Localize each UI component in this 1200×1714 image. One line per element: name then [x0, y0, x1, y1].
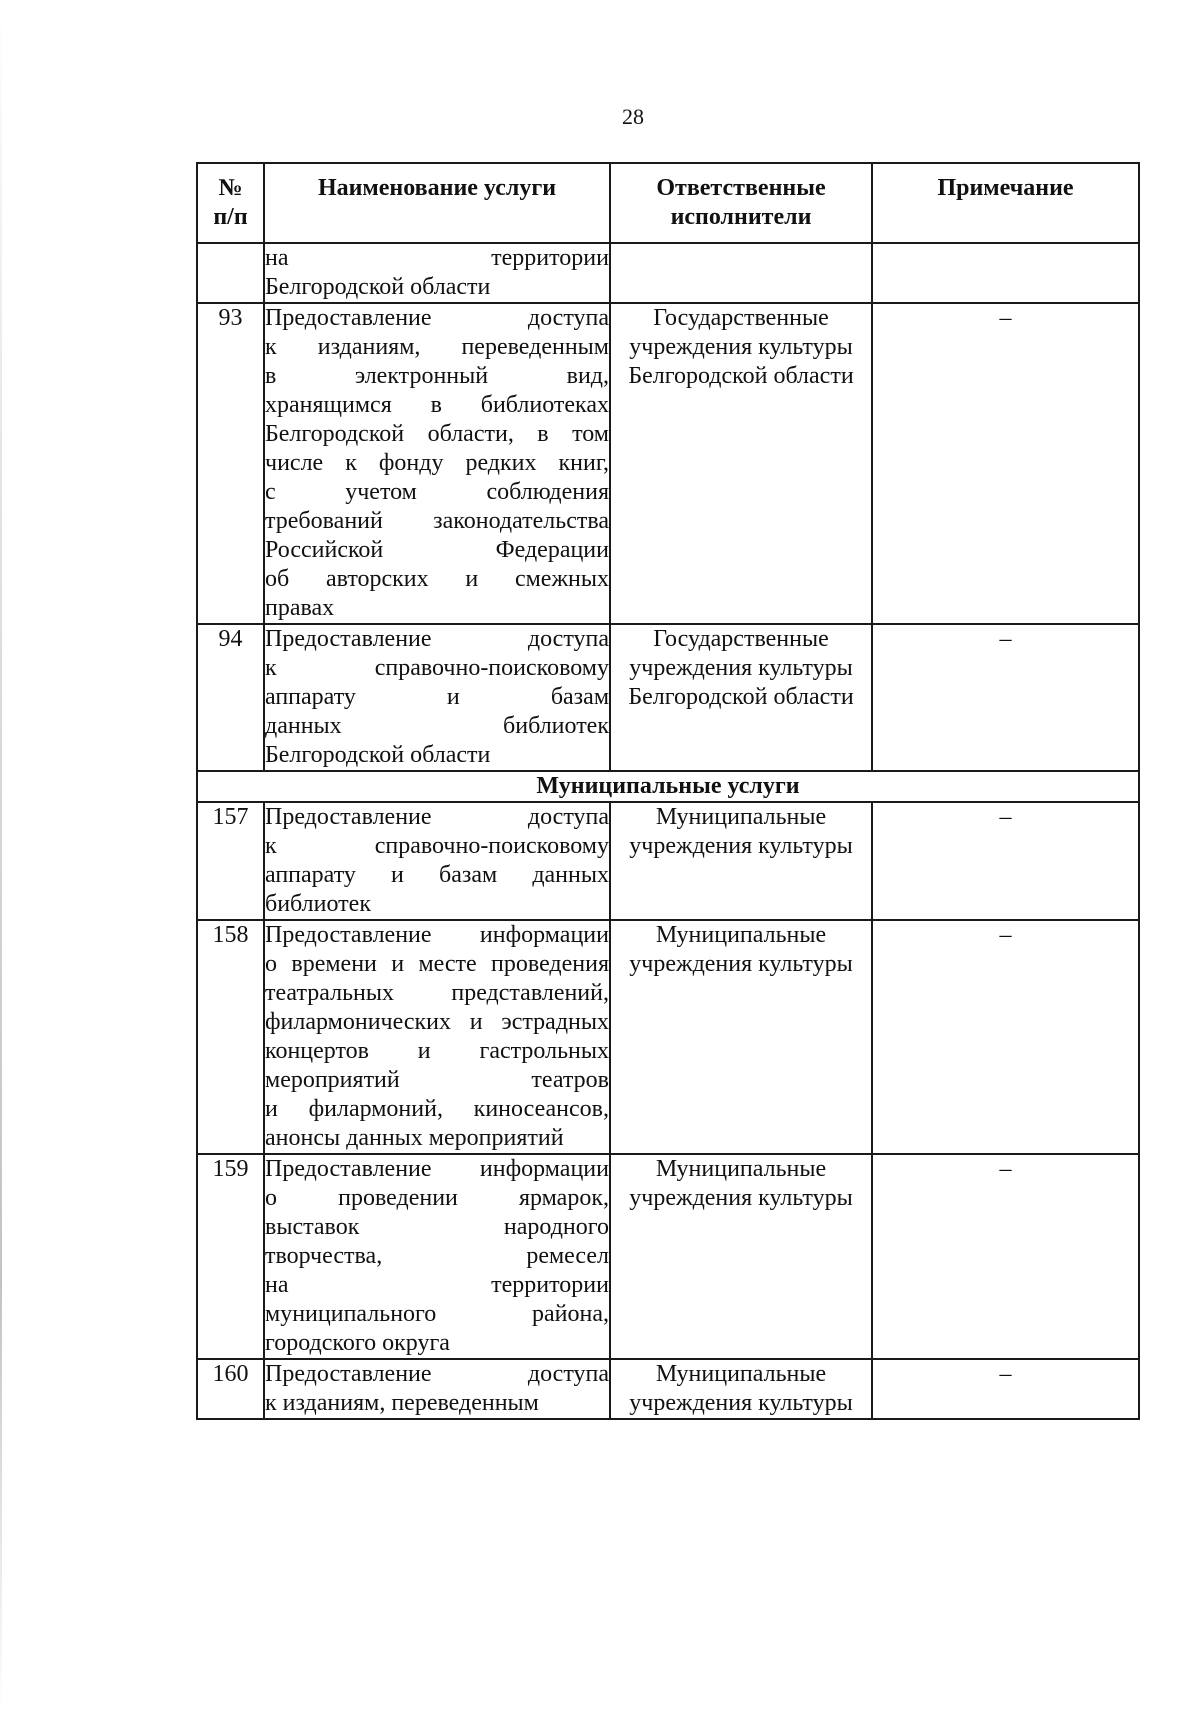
service-name-line: на территории — [265, 1272, 609, 1298]
header-responsible-line2: исполнители — [670, 204, 812, 230]
service-name-line: Предоставление доступа — [265, 1361, 609, 1387]
service-name-line: в электронный вид, — [265, 363, 609, 389]
scan-margin-line — [0, 0, 2, 1714]
service-name-line: к изданиям, переведенным — [265, 1390, 539, 1416]
responsible-executors — [610, 303, 872, 624]
service-name-line: Белгородской области — [265, 742, 491, 768]
section-title: Муниципальные услуги — [197, 771, 1139, 802]
service-name — [264, 1359, 610, 1419]
responsible-executors — [610, 624, 872, 771]
header-number-line1: № — [218, 175, 243, 201]
responsible-line: учреждения культуры — [629, 334, 853, 360]
service-name — [264, 243, 610, 303]
table-row — [197, 802, 1139, 920]
responsible-line: учреждения культуры — [629, 951, 853, 977]
header-responsible — [610, 163, 872, 243]
service-name-line: числе к фонду редких книг, — [265, 450, 609, 476]
responsible-executors — [610, 1154, 872, 1359]
service-name-line: правах — [265, 595, 335, 621]
service-name-line: городского округа — [265, 1330, 450, 1356]
note: – — [872, 920, 1139, 1154]
table-row — [197, 1359, 1139, 1419]
service-name — [264, 802, 610, 920]
service-name-line: и филармоний, киносеансов, — [265, 1096, 609, 1122]
note: – — [872, 1154, 1139, 1359]
table-row — [197, 1154, 1139, 1359]
service-name-line: Белгородской области, в том — [265, 421, 609, 447]
responsible-line: Муниципальные — [655, 1361, 827, 1387]
service-name — [264, 920, 610, 1154]
row-number: 158 — [197, 920, 264, 1154]
responsible-line: Муниципальные — [655, 804, 827, 830]
responsible-line: учреждения культуры — [629, 1185, 853, 1211]
header-service-name: Наименование услуги — [264, 163, 610, 243]
responsible-line: Государственные — [653, 626, 829, 652]
service-name — [264, 1154, 610, 1359]
header-number — [197, 163, 264, 243]
table-row — [197, 303, 1139, 624]
row-number — [197, 243, 264, 303]
note: – — [872, 1359, 1139, 1419]
service-name-line: театральных представлений, — [265, 980, 609, 1006]
responsible-line: Белгородской области — [628, 363, 854, 389]
header-number-line2: п/п — [213, 204, 248, 230]
note — [872, 243, 1139, 303]
row-number: 93 — [197, 303, 264, 624]
service-name-line: Предоставление доступа — [265, 305, 609, 331]
service-name-line: об авторских и смежных — [265, 566, 609, 592]
table-row — [197, 243, 1139, 303]
table-body — [197, 243, 1139, 1419]
page-number: 28 — [622, 104, 644, 129]
responsible-line: Белгородской области — [628, 684, 854, 710]
responsible-executors — [610, 920, 872, 1154]
services-table — [196, 162, 1140, 1420]
service-name-line: аппарату и базам данных — [265, 862, 609, 888]
responsible-line: Муниципальные — [655, 1156, 827, 1182]
table-header-row — [197, 163, 1139, 243]
service-name-line: Предоставление информации — [265, 1156, 609, 1182]
service-name-line: Предоставление доступа — [265, 804, 609, 830]
service-name-line: Белгородской области — [265, 274, 491, 300]
service-name — [264, 303, 610, 624]
header-note: Примечание — [872, 163, 1139, 243]
responsible-executors — [610, 1359, 872, 1419]
service-name-line: хранящимся в библиотеках — [265, 392, 609, 418]
row-number: 160 — [197, 1359, 264, 1419]
responsible-line: учреждения культуры — [629, 1390, 853, 1416]
service-name-line: к справочно-поисковому — [265, 833, 609, 859]
table-row — [197, 920, 1139, 1154]
row-number: 159 — [197, 1154, 264, 1359]
service-name-line: творчества, ремесел — [265, 1243, 609, 1269]
service-name-line: мероприятий театров — [265, 1067, 609, 1093]
service-name — [264, 624, 610, 771]
service-name-line: Предоставление доступа — [265, 626, 609, 652]
service-name-line: о проведении ярмарок, — [265, 1185, 609, 1211]
service-name-line: выставок народного — [265, 1214, 609, 1240]
responsible-line: учреждения культуры — [629, 655, 853, 681]
service-name-line: на территории — [265, 245, 609, 271]
service-name-line: филармонических и эстрадных — [265, 1009, 609, 1035]
service-name-line: аппарату и базам — [265, 684, 609, 710]
service-name-line: с учетом соблюдения — [265, 479, 609, 505]
note: – — [872, 802, 1139, 920]
row-number: 157 — [197, 802, 264, 920]
responsible-executors — [610, 802, 872, 920]
note: – — [872, 303, 1139, 624]
service-name-line: анонсы данных мероприятий — [265, 1125, 564, 1151]
service-name-line: муниципального района, — [265, 1301, 609, 1327]
responsible-executors — [610, 243, 872, 303]
service-name-line: к справочно-поисковому — [265, 655, 609, 681]
section-row — [197, 771, 1139, 802]
responsible-line: Государственные — [653, 305, 829, 331]
service-name-line: к изданиям, переведенным — [265, 334, 609, 360]
service-name-line: данных библиотек — [265, 713, 609, 739]
service-name-line: Российской Федерации — [265, 537, 609, 563]
service-name-line: о времени и месте проведения — [265, 951, 609, 977]
header-responsible-line1: Ответственные — [656, 175, 826, 201]
responsible-line: Муниципальные — [655, 922, 827, 948]
row-number: 94 — [197, 624, 264, 771]
table-row — [197, 624, 1139, 771]
service-name-line: требований законодательства — [265, 508, 609, 534]
note: – — [872, 624, 1139, 771]
service-name-line: библиотек — [265, 891, 371, 917]
service-name-line: Предоставление информации — [265, 922, 609, 948]
responsible-line: учреждения культуры — [629, 833, 853, 859]
service-name-line: концертов и гастрольных — [265, 1038, 609, 1064]
